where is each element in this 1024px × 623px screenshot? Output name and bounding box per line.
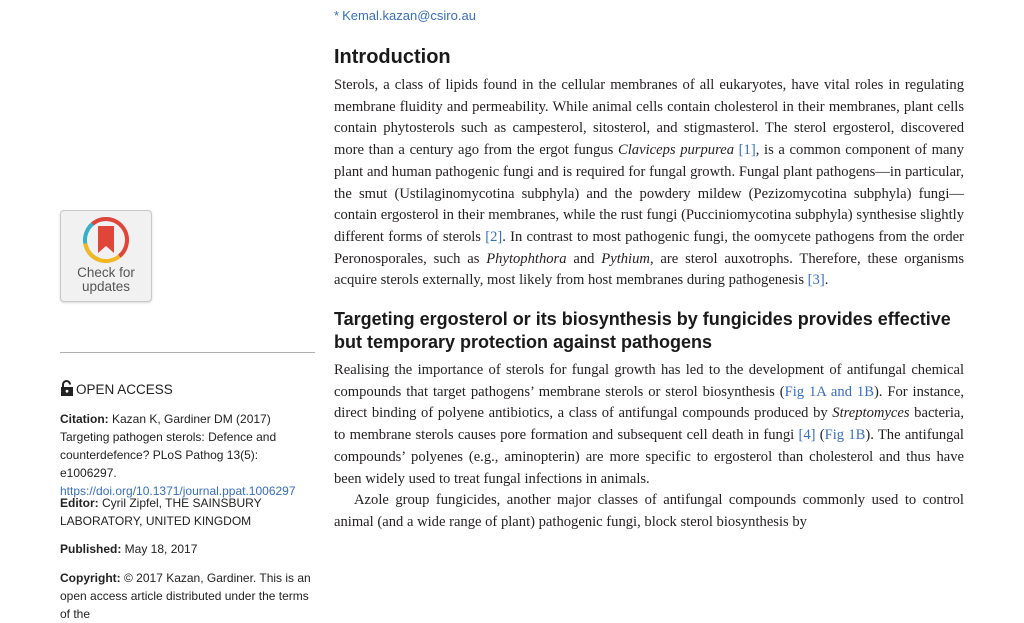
published-block: [60, 540, 318, 558]
reference-link-3[interactable]: [3]: [807, 272, 825, 289]
section-heading: Targeting ergosterol or its biosynthesis by fungicides provides effective but temporary protection against pathogens: [334, 309, 951, 353]
section-paragraph: [334, 360, 964, 490]
citation-block: [60, 410, 318, 500]
check-for-updates-badge[interactable]: [60, 210, 152, 302]
bookmark-icon: [83, 217, 129, 263]
figure-link-1b[interactable]: Fig 1B: [824, 427, 866, 444]
article-body: [334, 46, 964, 534]
copyright-label: Copyright:: [60, 571, 121, 585]
text-run: bacteria, to membrane sterols causes pore formation and subsequent cell death in fungi: [334, 405, 964, 444]
published-date: May 18, 2017: [121, 542, 198, 556]
text-run: , is a common component of many plant and human pathogenic fungi and is required for fungal growth. Fungal plant pathogens—in particular, the smut (Ustilaginomycotina subphyla) and the powdery mildew (Pezizomycotina subphyla) fungi—contain ergosterol in their membranes, while the rust fungi (Pucciniomycotina subphyla) synthesise slightly different forms of sterols: [334, 142, 965, 245]
sidebar-divider: [60, 352, 315, 353]
open-access-text: OPEN ACCESS: [76, 382, 173, 397]
text-run: ). For instance, direct binding of polyene antibiotics, a class of antifungal compounds produced by: [334, 383, 965, 422]
figure-link-1ab[interactable]: Fig 1A and 1B: [784, 383, 874, 400]
text-run: .: [824, 272, 829, 289]
text-run: Realising the importance of sterols for fungal growth has led to the development of antifungal chemical compounds that target pathogens’ membrane sterols or sterol biosynthesis (: [334, 362, 964, 400]
editor-block: [60, 494, 318, 530]
copyright-block: [60, 569, 318, 623]
genus-name: Pythium: [601, 250, 650, 267]
text-run: ). The antifungal compounds’ polyenes (e.g., aminopterin) are more specific to ergosterol than cholesterol and thus have been widely used to treat fungal infections in animals.: [334, 427, 964, 487]
reference-link-2[interactable]: [2]: [485, 228, 503, 245]
open-lock-icon: [60, 380, 74, 396]
genus-name: Phytophthora: [486, 250, 567, 267]
published-label: Published:: [60, 542, 122, 556]
asterisk: *: [334, 8, 340, 23]
species-name: Claviceps purpurea: [618, 142, 734, 159]
citation-label: Citation:: [60, 412, 109, 426]
reference-link-1[interactable]: [1]: [738, 142, 756, 159]
email-link[interactable]: Kemal.kazan@csiro.au: [342, 8, 476, 23]
correspondence: [334, 8, 476, 23]
copyright-text: © 2017 Kazan, Gardiner. This is an open access article distributed under the terms of the: [60, 571, 311, 621]
reference-link-4[interactable]: [4]: [798, 427, 816, 444]
open-access-label: [60, 380, 173, 397]
editor-label: Editor:: [60, 496, 99, 510]
genus-name: Streptomyces: [832, 405, 910, 422]
intro-heading: Introduction: [334, 46, 451, 68]
badge-line-1: Check for: [77, 265, 135, 280]
intro-paragraph: [334, 75, 964, 292]
text-run: (: [815, 427, 825, 444]
text-run: and: [566, 250, 602, 267]
text-run: . In contrast to most pathogenic fungi, the oomycete pathogens from the order Peronosporales, such as: [334, 228, 964, 267]
section-paragraph-2: Azole group fungicides, another major classes of antifungal compounds commonly used to control animal (and a wide range of plant) pathogenic fungi, block sterol biosynthesis by: [334, 492, 964, 530]
citation-text: Kazan K, Gardiner DM (2017) Targeting pathogen sterols: Defence and counterdefence? PLoS Pathog 13(5): e1006297.: [60, 412, 277, 480]
doi-link[interactable]: https://doi.org/10.1371/journal.ppat.1006297: [60, 484, 296, 498]
badge-line-2: updates: [81, 279, 131, 294]
text-run: , are sterol auxotrophs. Therefore, these organisms acquire sterols externally, most likely from host membranes during pathogenesis: [334, 250, 965, 289]
badge-label: [61, 266, 151, 294]
editor-text: Cyril Zipfel, THE SAINSBURY LABORATORY, UNITED KINGDOM: [60, 496, 262, 528]
text-run: Sterols, a class of lipids found in the cellular membranes of all eukaryotes, have vital roles in regulating membrane fluidity and permeability. While animal cells contain cholesterol in their membranes, plant cells contain phytosterols such as campesterol, sitosterol, and stigmasterol. The sterol ergosterol, discovered more than a century ago from the ergot fungus: [334, 77, 964, 159]
